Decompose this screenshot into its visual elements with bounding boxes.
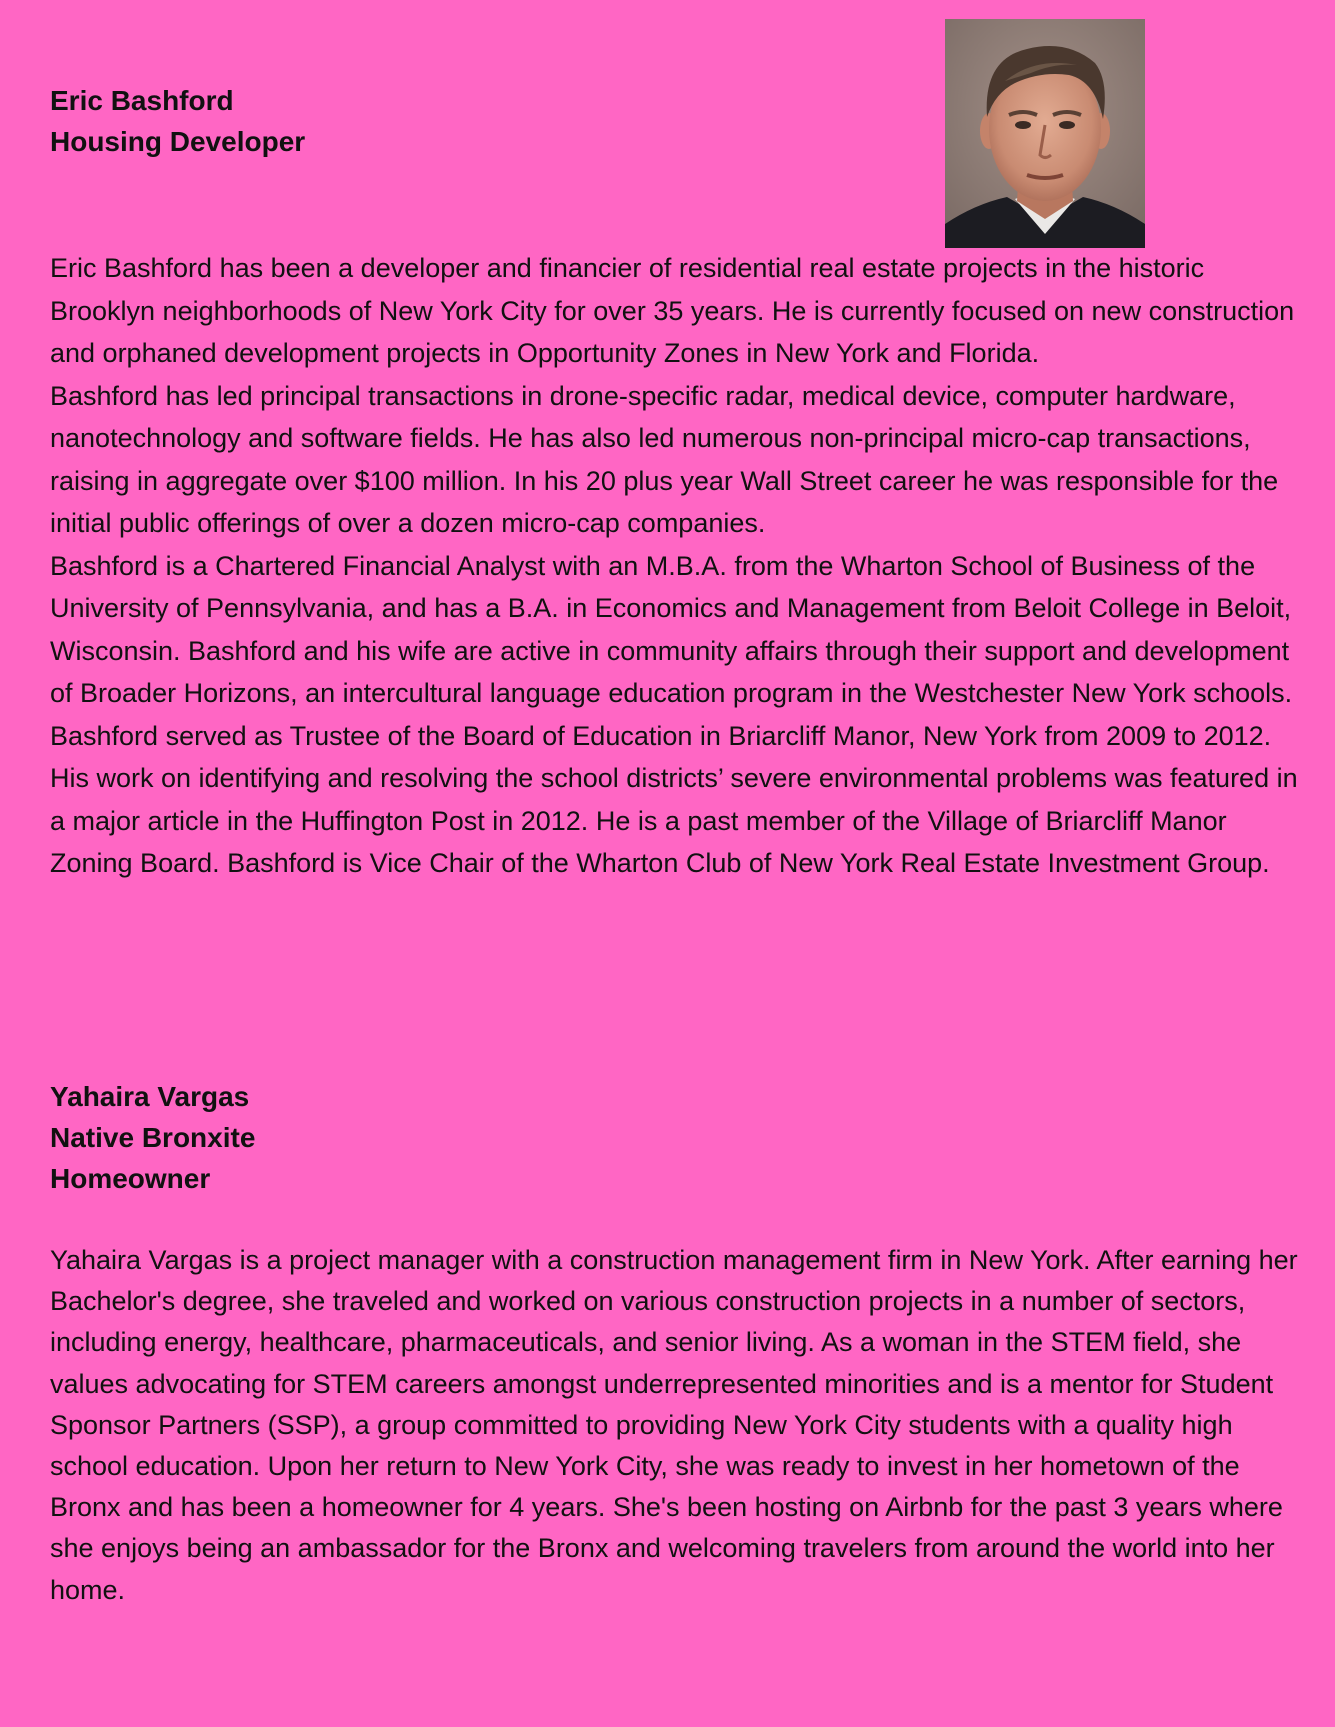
bio-text-yahaira xyxy=(50,1240,1300,1611)
bio-page xyxy=(50,0,1300,1727)
person-title: Native Bronxite xyxy=(50,1122,256,1153)
bio-paragraph: Bashford has led principal transactions in drone-specific radar, medical device, computer hardware, nanotechnology and software fields. He has also led numerous non-principal micro-cap transactions, raising in aggregate over $100 million. In his 20 plus year Wall Street career he was responsible for the initial public offerings of over a dozen micro-cap companies. xyxy=(50,380,1279,538)
portrait-photo xyxy=(945,19,1145,248)
person-name: Eric Bashford xyxy=(50,85,234,116)
person-name: Yahaira Vargas xyxy=(50,1081,250,1112)
person-heading-eric xyxy=(50,80,305,162)
bio-paragraph: Bashford is a Chartered Financial Analyst with an M.B.A. from the Wharton School of Business of the University of Pennsylvania, and has a B.A. in Economics and Management from Beloit College in Beloit, Wisconsin. Bashford and his wife are active in community affairs through their support and development of Broader Horizons, an intercultural language education program in the Westchester New York schools. Bashford served as Trustee of the Board of Education in Briarcliff Manor, New York from 2009 to 2012. His work on identifying and resolving the school districts’ severe environmental problems was featured in a major article in the Huffington Post in 2012. He is a past member of the Village of Briarcliff Manor Zoning Board. Bashford is Vice Chair of the Wharton Club of New York Real Estate Investment Group. xyxy=(50,550,1298,878)
bio-paragraph: Yahaira Vargas is a project manager with a construction management firm in New York. After earning her Bachelor's degree, she traveled and worked on various construction projects in a number of sectors, including energy, healthcare, pharmaceuticals, and senior living. As a woman in the STEM field, she values advocating for STEM careers amongst underrepresented minorities and is a mentor for Student Sponsor Partners (SSP), a group committed to providing New York City students with a quality high school education. Upon her return to New York City, she was ready to invest in her hometown of the Bronx and has been a homeowner for 4 years. She's been hosting on Airbnb for the past 3 years where she enjoys being an ambassador for the Bronx and welcoming travelers from around the world into her home. xyxy=(50,1245,1298,1605)
person-title: Homeowner xyxy=(50,1163,211,1194)
bio-text-eric xyxy=(50,247,1300,885)
person-heading-yahaira xyxy=(50,1076,255,1199)
person-title: Housing Developer xyxy=(50,126,306,157)
bio-paragraph: Eric Bashford has been a developer and financier of residential real estate projects in the historic Brooklyn neighborhoods of New York City for over 35 years. He is currently focused on new construction and orphaned development projects in Opportunity Zones in New York and Florida. xyxy=(50,253,1295,368)
portrait-icon xyxy=(945,19,1145,248)
